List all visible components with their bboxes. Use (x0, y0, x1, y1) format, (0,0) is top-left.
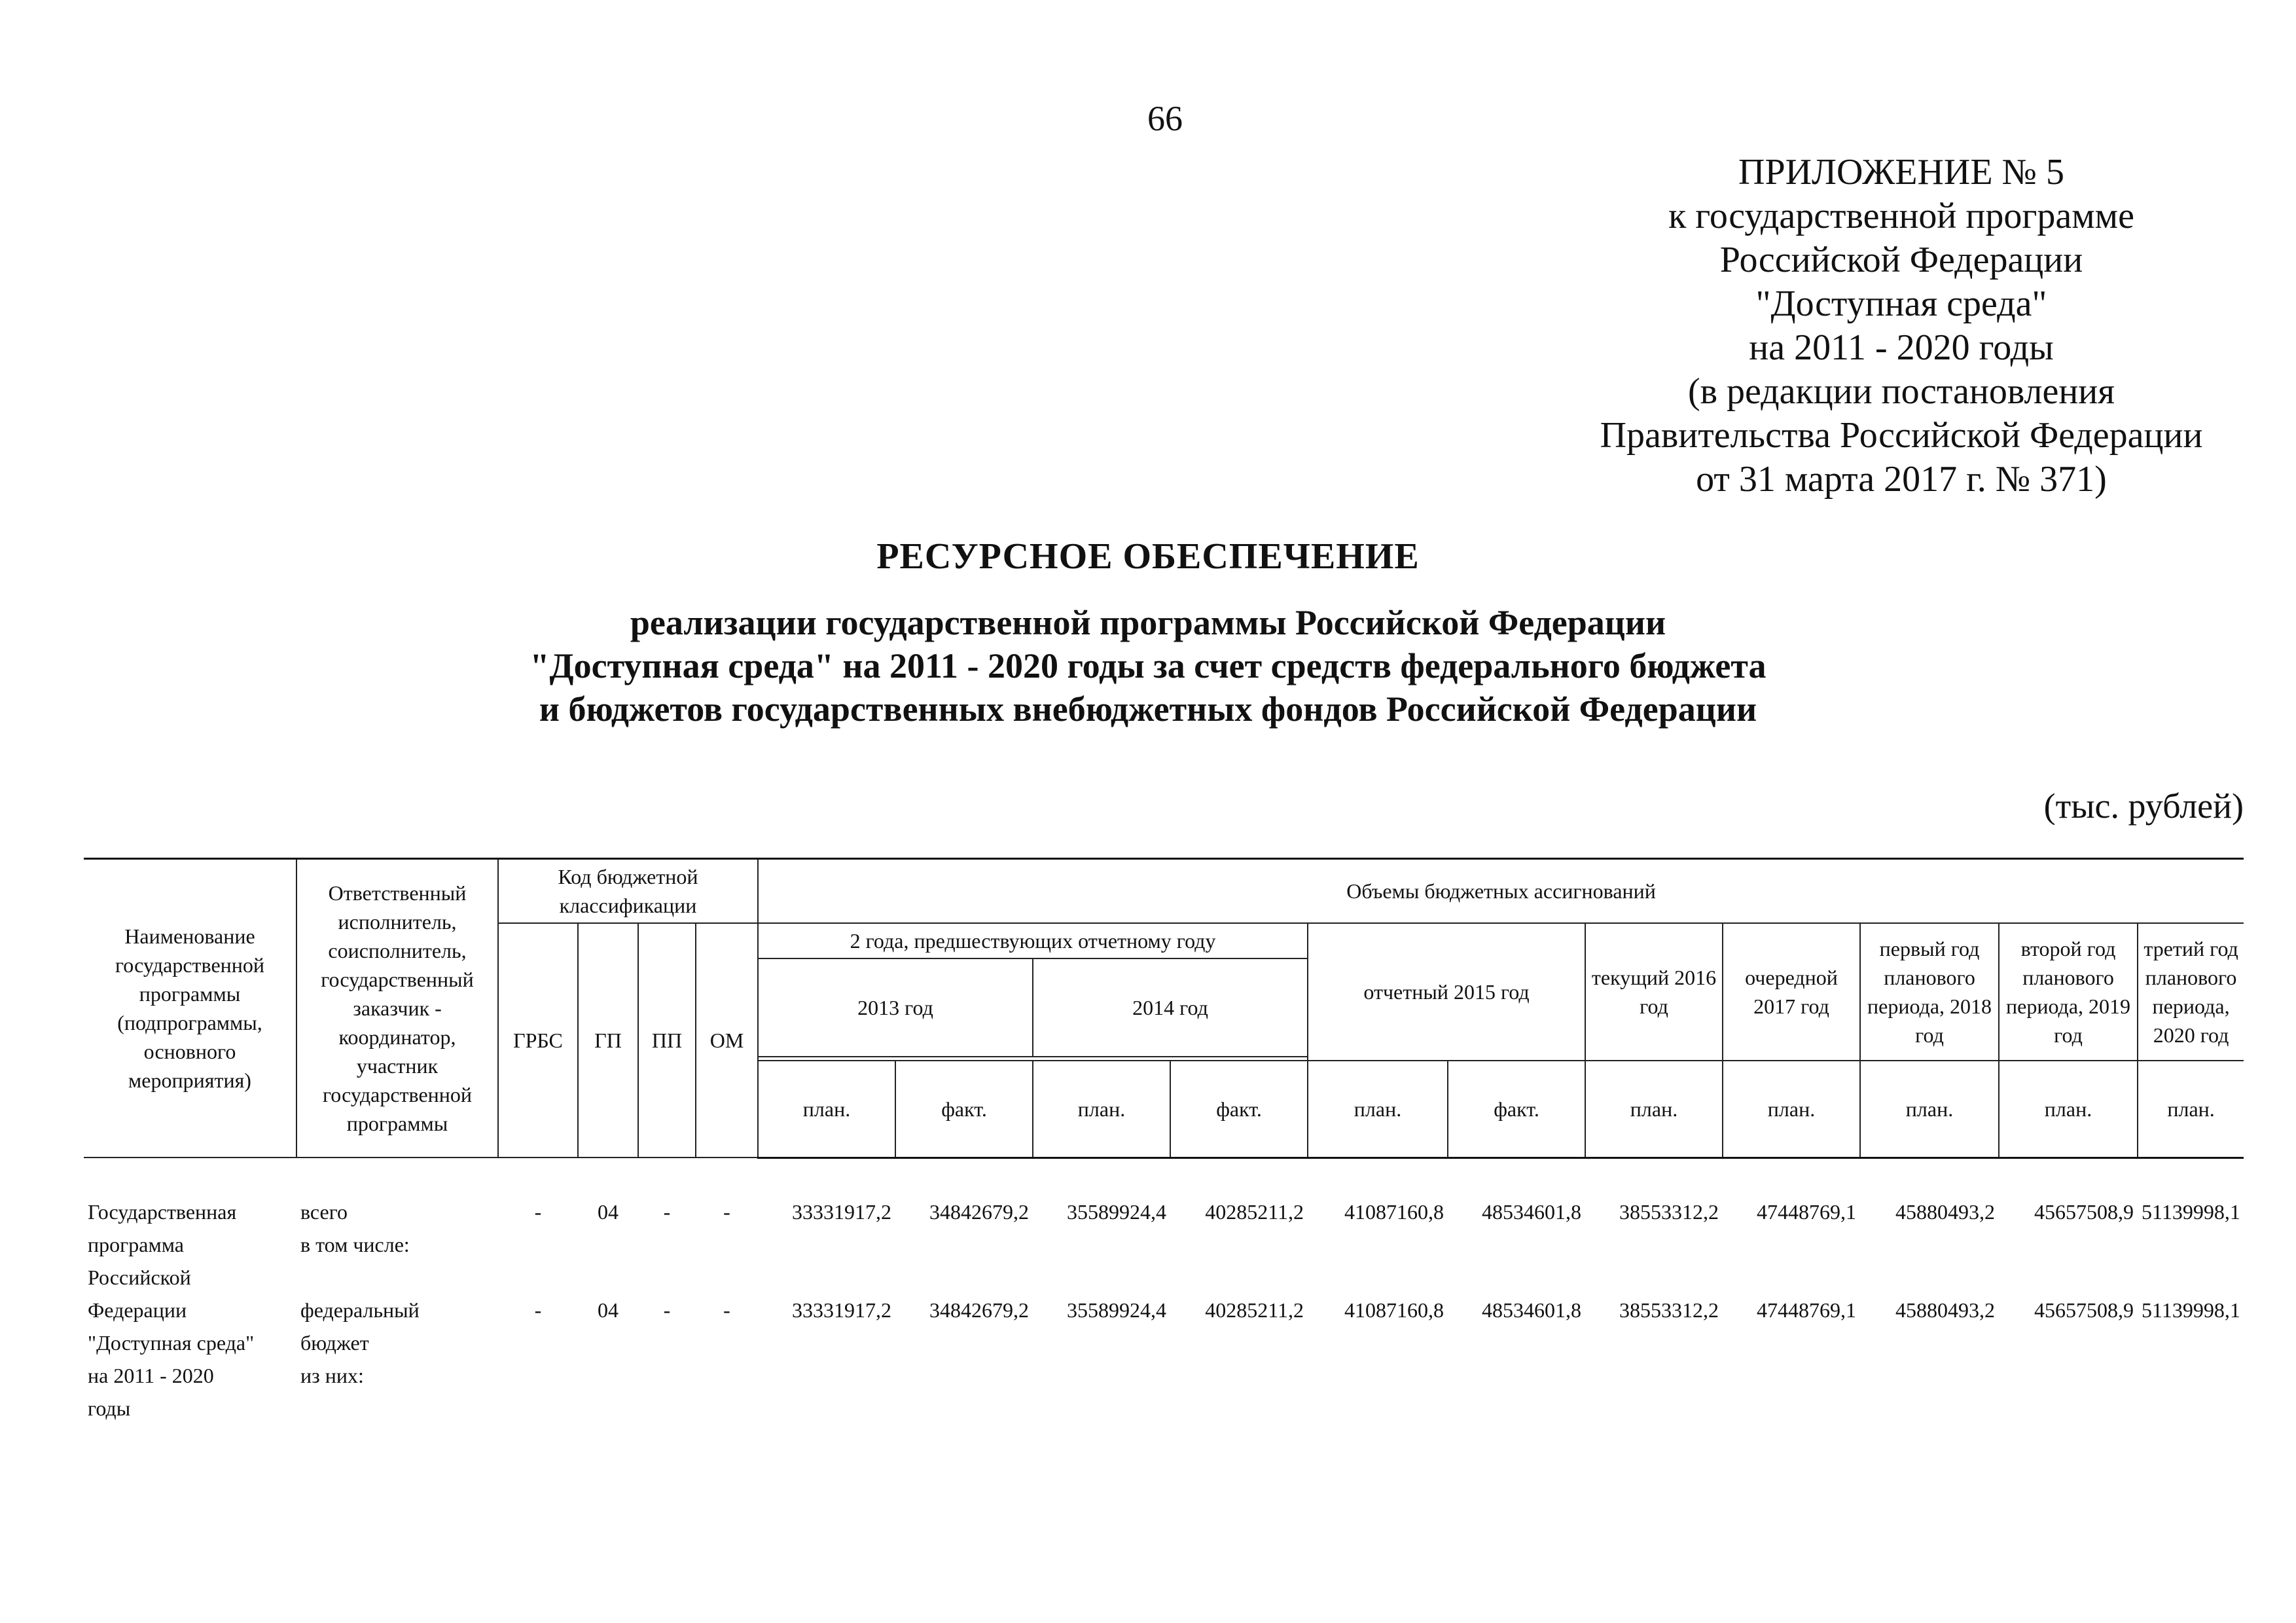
header-plan: план. (1999, 1061, 2138, 1158)
value-cell: 38553312,2 (1619, 1199, 1719, 1224)
om-cell: - (723, 1298, 730, 1322)
value-cell: 51139998,1 (2142, 1199, 2240, 1224)
value-cell: 51139998,1 (2142, 1298, 2240, 1322)
appendix-line: на 2011 - 2020 годы (1749, 327, 2054, 368)
pp-cell: - (663, 1199, 671, 1224)
value-cell: 47448769,1 (1757, 1199, 1857, 1224)
header-fact: факт. (895, 1061, 1033, 1158)
header-executor: Ответственный исполнитель, соисполнитель, государственный заказчик - координатор, участник государственной программы (296, 859, 498, 1158)
program-name-cell (84, 1195, 296, 1425)
value-cell: 45880493,2 (1895, 1199, 1996, 1224)
appendix-line: от 31 марта 2017 г. № 371) (1696, 459, 2107, 500)
header-plan: план. (1033, 1061, 1170, 1158)
executor-cell (296, 1294, 498, 1425)
value-cell: 35589924,4 (1067, 1298, 1167, 1322)
value-cell: 33331917,2 (792, 1298, 892, 1322)
header-next-2017: очередной 2017 год (1723, 923, 1860, 1061)
gp-cell: 04 (598, 1199, 619, 1224)
grbs-cell: - (534, 1298, 542, 1322)
header-prev-two-years: 2 года, предшествующих отчетному году (758, 923, 1308, 958)
value-cell: 45880493,2 (1895, 1298, 1996, 1322)
value-cell: 38553312,2 (1619, 1298, 1719, 1322)
value-cell: 34842679,2 (929, 1298, 1030, 1322)
executor-line: из них: (300, 1363, 364, 1387)
appendix-line: Российской Федерации (1719, 240, 2083, 280)
header-gp: ГП (578, 923, 638, 1158)
header-fact: факт. (1448, 1061, 1585, 1158)
header-plan: план. (1723, 1061, 1860, 1158)
header-reporting-2015: отчетный 2015 год (1308, 923, 1585, 1061)
program-name-line: Российской (88, 1265, 191, 1289)
executor-cell (296, 1195, 498, 1294)
program-name-line: на 2011 - 2020 (88, 1363, 214, 1387)
value-cell: 41087160,8 (1344, 1298, 1444, 1322)
appendix-block (1558, 151, 2245, 501)
table-row (84, 1195, 2244, 1294)
header-fact: факт. (1170, 1061, 1308, 1158)
executor-line: в том числе: (300, 1232, 410, 1256)
header-plan: план. (1585, 1061, 1723, 1158)
value-cell: 48534601,8 (1482, 1199, 1582, 1224)
table-row (84, 1294, 2244, 1425)
header-volumes: Объемы бюджетных ассигнований (758, 859, 2244, 924)
header-plan-2018: первый год планового периода, 2018 год (1860, 923, 1999, 1061)
appendix-line: (в редакции постановления (1687, 371, 2115, 412)
program-name-line: "Доступная среда" (88, 1330, 255, 1355)
executor-line: федеральный (300, 1298, 420, 1322)
program-name-line: Федерации (88, 1298, 187, 1322)
value-cell: 45657508,9 (2034, 1199, 2134, 1224)
header-pp: ПП (638, 923, 696, 1158)
value-cell: 33331917,2 (792, 1199, 892, 1224)
page-number: 66 (1147, 99, 1183, 138)
header-grbs: ГРБС (498, 923, 578, 1158)
program-name-line: программа (88, 1232, 184, 1256)
value-cell: 40285211,2 (1205, 1199, 1304, 1224)
value-cell: 40285211,2 (1205, 1298, 1304, 1322)
header-plan: план. (1860, 1061, 1999, 1158)
header-om: ОМ (696, 923, 758, 1158)
appendix-line: ПРИЛОЖЕНИЕ № 5 (1738, 152, 2064, 192)
header-bk-code: Код бюджетной классификации (498, 859, 758, 924)
header-plan: план. (758, 1061, 895, 1158)
subtitle-line: "Доступная среда" на 2011 - 2020 годы за счет средств федерального бюджета (529, 646, 1767, 685)
document-subtitle (0, 601, 2296, 731)
value-cell: 45657508,9 (2034, 1298, 2134, 1322)
header-current-2016: текущий 2016 год (1585, 923, 1723, 1061)
program-name-line: Государственная (88, 1199, 237, 1224)
appendix-line: "Доступная среда" (1755, 283, 2047, 324)
om-cell: - (723, 1199, 730, 1224)
subtitle-line: реализации государственной программы Российской Федерации (630, 603, 1666, 642)
value-cell: 48534601,8 (1482, 1298, 1582, 1322)
header-plan-2020: третий год планового периода, 2020 год (2138, 923, 2244, 1061)
header-plan: план. (1308, 1061, 1448, 1158)
value-cell: 35589924,4 (1067, 1199, 1167, 1224)
header-name: Наименование государственной программы (подпрограммы, основного мероприятия) (84, 859, 296, 1158)
grbs-cell: - (534, 1199, 542, 1224)
header-plan-2019: второй год планового периода, 2019 год (1999, 923, 2138, 1061)
executor-line: бюджет (300, 1330, 369, 1355)
value-cell: 47448769,1 (1757, 1298, 1857, 1322)
pp-cell: - (663, 1298, 671, 1322)
units-label: (тыс. рублей) (2043, 786, 2244, 826)
subtitle-line: и бюджетов государственных внебюджетных фондов Российской Федерации (539, 689, 1757, 729)
value-cell: 41087160,8 (1344, 1199, 1444, 1224)
gp-cell: 04 (598, 1298, 619, 1322)
document-title: РЕСУРСНОЕ ОБЕСПЕЧЕНИЕ (876, 536, 1420, 577)
header-plan: план. (2138, 1061, 2244, 1158)
appendix-line: Правительства Российской Федерации (1600, 415, 2203, 456)
header-2014: 2014 год (1033, 958, 1308, 1057)
header-2013: 2013 год (758, 958, 1033, 1057)
program-name-line: годы (88, 1396, 131, 1420)
budget-table (84, 858, 2244, 1425)
value-cell: 34842679,2 (929, 1199, 1030, 1224)
appendix-line: к государственной программе (1668, 196, 2134, 236)
executor-line: всего (300, 1199, 348, 1224)
